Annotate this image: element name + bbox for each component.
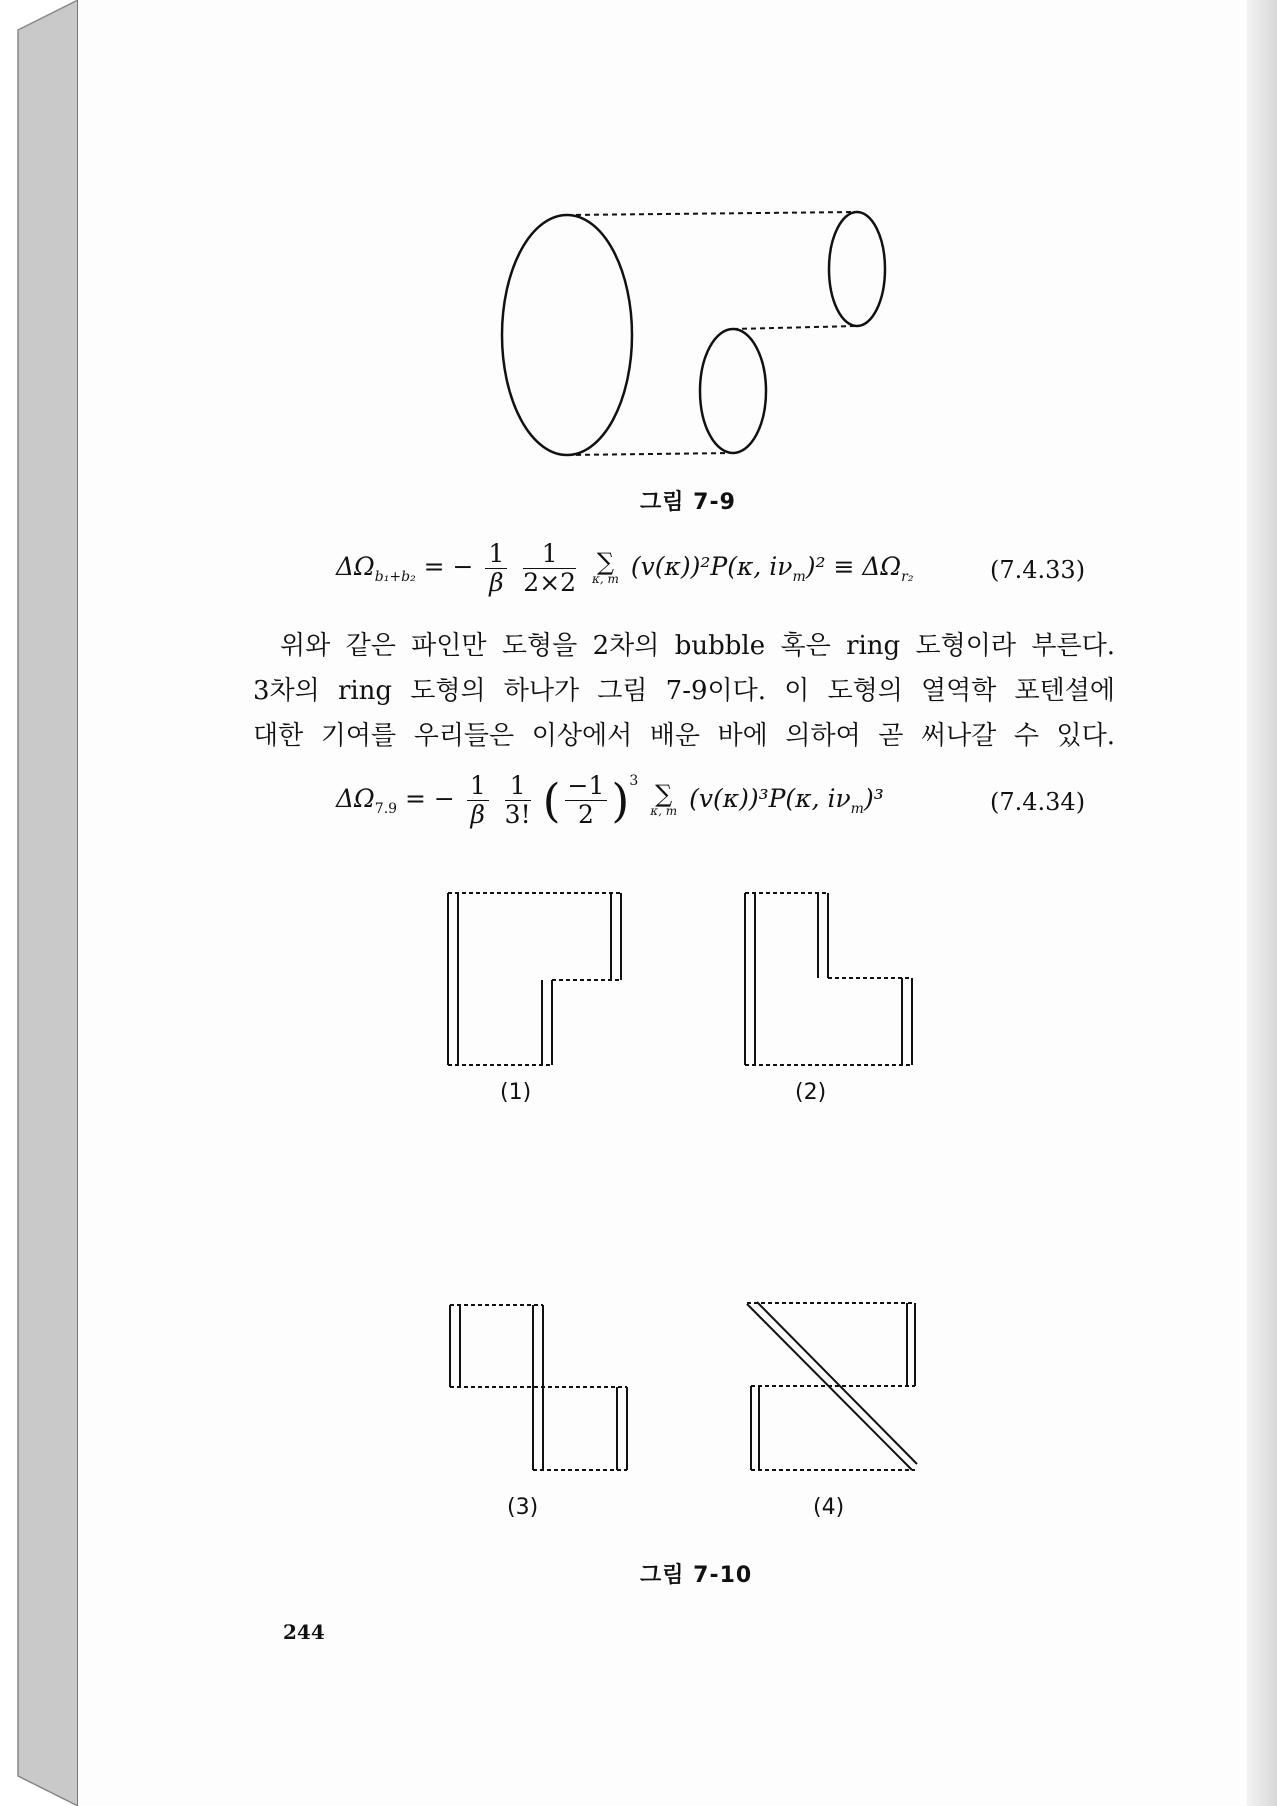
eq34-lhs: ΔΩ xyxy=(336,784,375,813)
large-ellipse xyxy=(502,215,632,455)
eq34-body-sub: m xyxy=(850,801,864,817)
dashed-bottom xyxy=(567,453,733,455)
equation-7-4-34-number: (7.4.34) xyxy=(990,788,1086,816)
figure-7-10-diagram-1 xyxy=(440,885,630,1070)
equation-7-4-33 xyxy=(336,540,913,597)
figure-7-10-label-1: (1) xyxy=(500,1080,532,1105)
eq33-body: (v(κ))²P(κ, iν xyxy=(630,552,793,581)
figure-7-9 xyxy=(480,195,900,470)
eq34-body: (v(κ))³P(κ, iν xyxy=(689,784,851,813)
eq33-frac-2: $\frac{1}{2\times 2}$ xyxy=(523,539,577,597)
eq33-frac-1: $\frac{1}{\beta}$ xyxy=(485,540,507,597)
lower-small-ellipse xyxy=(700,329,766,453)
upper-small-ellipse xyxy=(829,212,885,326)
paragraph-line-3: 대한 기여를 우리들은 이상에서 배운 바에 의하여 곧 써나갈 수 있다. xyxy=(253,721,1115,751)
paragraph-line-1: 위와 같은 파인만 도형을 2차의 bubble 혹은 ring 도형이라 부른다. xyxy=(280,631,1115,661)
eq34-body-tail: )³ xyxy=(863,784,884,813)
figure-7-10-label-3: (3) xyxy=(507,1495,539,1520)
equation-7-4-34 xyxy=(336,772,884,829)
page-right-edge xyxy=(1247,0,1277,1806)
figure-7-9-caption: 그림 7-9 xyxy=(640,490,736,515)
eq33-sum: ∑ κ, m xyxy=(592,547,619,586)
figure-7-10-caption: 그림 7-10 xyxy=(640,1563,753,1588)
eq33-lhs: ΔΩ xyxy=(336,552,375,581)
eq34-frac-1: $\frac{1}{\beta}$ xyxy=(467,772,489,829)
eq34-frac-3: $\frac{-1}{2}$ xyxy=(565,772,608,829)
page-number: 244 xyxy=(283,1620,325,1644)
eq34-power: 3 xyxy=(629,773,639,789)
eq33-lhs-sub: b₁+b₂ xyxy=(374,569,416,585)
eq34-lhs-sub: 7.9 xyxy=(374,801,398,817)
figure-7-10-diagram-3 xyxy=(445,1300,635,1475)
eq33-body-sub: m xyxy=(792,569,806,585)
eq34-frac-2: $\frac{1}{3!}$ xyxy=(504,771,531,829)
eq34-minus: = − xyxy=(405,784,455,813)
eq33-minus: = − xyxy=(423,552,474,581)
dashed-middle xyxy=(733,326,857,329)
figure-7-10-diagram-4 xyxy=(745,1298,920,1475)
figure-7-10-label-4: (4) xyxy=(813,1495,845,1520)
eq34-paren-close: ) xyxy=(611,773,630,828)
paragraph-line-2: 3차의 ring 도형의 하나가 그림 7-9이다. 이 도형의 열역학 포텐셜에 xyxy=(253,676,1115,706)
eq34-sum: ∑ κ, m xyxy=(650,779,678,818)
equation-7-4-33-number: (7.4.33) xyxy=(990,556,1086,584)
dashed-top xyxy=(567,212,857,215)
eq33-rhs-sub: r₂ xyxy=(901,569,914,585)
figure-7-10-diagram-2 xyxy=(740,885,920,1070)
figure-7-10-label-2: (2) xyxy=(795,1080,827,1105)
eq34-paren-open: ( xyxy=(542,773,561,828)
eq33-body-tail: )² ≡ ΔΩ xyxy=(805,552,902,581)
